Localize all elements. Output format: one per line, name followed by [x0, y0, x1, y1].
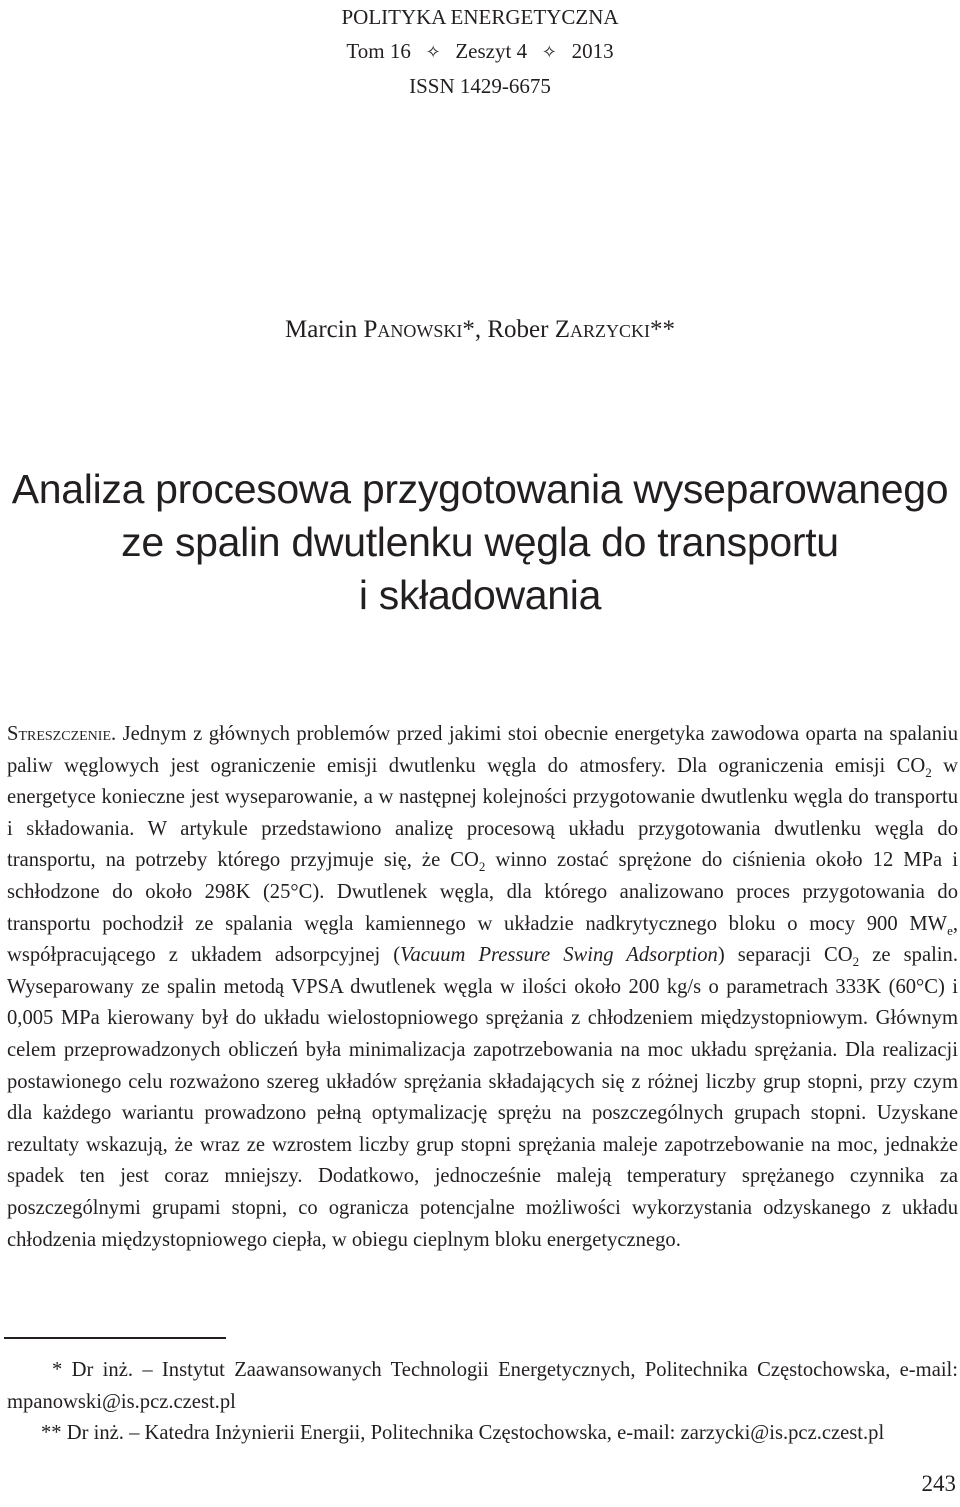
journal-name: POLITYKA ENERGETYCZNA	[341, 5, 619, 29]
footnotes	[7, 1355, 958, 1450]
title-line-2: ze spalin dwutlenku węgla do transportu	[121, 519, 839, 565]
star-separator-icon: ✧	[425, 42, 441, 62]
author-line	[0, 313, 960, 347]
abstract-text-a: Dla ograniczenia emisji CO	[677, 754, 926, 777]
author2-surname: Zarzycki	[554, 316, 650, 343]
author1-mark: *,	[462, 316, 482, 343]
abstract-text-b: w energetyce konieczne jest wyseparowanie, a w następnej kolejności przygotowanie dwutlenku węgla do transportu i składowania. W artykule przedstawiono analizę procesową układu przygotowania dwutlenku węgla do transportu, na potrzeby którego przyjmuje się, że CO	[7, 754, 958, 872]
author1-surname: Panowski	[363, 316, 463, 343]
subscript-2: 2	[478, 859, 486, 875]
abstract-paragraph-1	[7, 719, 958, 1256]
footnote-1-email[interactable]: mpanowski@is.pcz.czest.pl	[7, 1390, 236, 1413]
abstract	[7, 719, 958, 1256]
author2-given: Rober	[487, 316, 549, 343]
journal-year: 2013	[571, 39, 614, 63]
article-title	[0, 463, 960, 622]
subscript-2: 2	[852, 954, 860, 970]
page-number: 243	[921, 1471, 956, 1496]
footnote-divider	[4, 1337, 226, 1339]
abstract-label: Streszczenie.	[7, 723, 117, 745]
subscript-2: 2	[925, 764, 932, 780]
journal-issue: Zeszyt 4	[455, 39, 528, 63]
abstract-sentence-1: Jednym z głównych problemów przed jakimi stoi obecnie energetyka zawodowa oparta na spalaniu paliw węglowych jest ograniczenie emisji dwutlenku węgla do atmosfery.	[7, 723, 958, 777]
star-separator-icon: ✧	[541, 42, 557, 62]
title-line-3: i składowania	[358, 572, 602, 618]
footnote-2: ** Dr inż. – Katedra Inżynierii Energii, Politechnika Częstochowska, e-mail: zarzycki@is.pcz.czest.pl	[41, 1422, 885, 1445]
abstract-text-c: winno zostać sprężone do ciśnienia około 12 MPa i schłodzone do około 298K (25°C). Dwutlenek węgla, dla którego analizowano proces przygotowania do transportu pochodził ze spalania węgla kamiennego w układzie nadkrytycznego bloku o mocy 900 MW	[7, 849, 958, 935]
journal-volume: Tom 16	[346, 39, 411, 63]
journal-header	[0, 0, 960, 103]
abstract-text-e: ) separacji CO	[717, 944, 853, 967]
author2-mark: **	[650, 316, 675, 343]
abstract-text-d: , współpracującego z układem adsorpcyjnej (	[7, 912, 958, 967]
journal-issn: ISSN 1429-6675	[409, 74, 551, 98]
footnote-1-line-1: * Dr inż. – Instytut Zaawansowanych Technologii Energetycznych, Politechnika Częstochowska, e-mail:	[52, 1359, 958, 1381]
subscript-e: e	[947, 922, 953, 938]
journal-volume-line	[0, 34, 960, 69]
author1-given: Marcin	[285, 316, 358, 343]
title-line-1: Analiza procesowa przygotowania wyseparowanego	[11, 466, 949, 512]
abstract-text-f: ze spalin. Wyseparowany ze spalin metodą VPSA dwutlenek węgla w ilości około 200 kg/s o parametrach 333K (60°C) i 0,005 MPa kierowany był do układu wielostopniowego sprężania z chłodzeniem międzystopniowym. Głównym celem przeprowadzonych obliczeń była minimalizacja zapotrzebowania na moc układu sprężania. Dla realizacji postawionego celu rozważono szereg układów sprężania składających się z różnej liczby grup stopni, przy czym dla każdego wariantu prowadzono pełną optymalizację sprężu na poszczególnych grupach stopni. Uzyskane rezultaty wskazują, że wraz ze wzrostem liczby grup stopni sprężania maleje zapotrzebowanie na moc, jednakże spadek ten jest coraz mniejszy. Dodatkowo, jednocześnie maleją temperatury sprężanego czynnika za poszczególnymi grupami stopni, co ogranicza potencjalne możliwości wykorzystania odzyskanego z układu chłodzenia międzystopniowego ciepła, w obiegu cieplnym bloku energetycznego.	[7, 944, 958, 1251]
abstract-italic-term: Vacuum Pressure Swing Adsorption	[400, 944, 718, 967]
